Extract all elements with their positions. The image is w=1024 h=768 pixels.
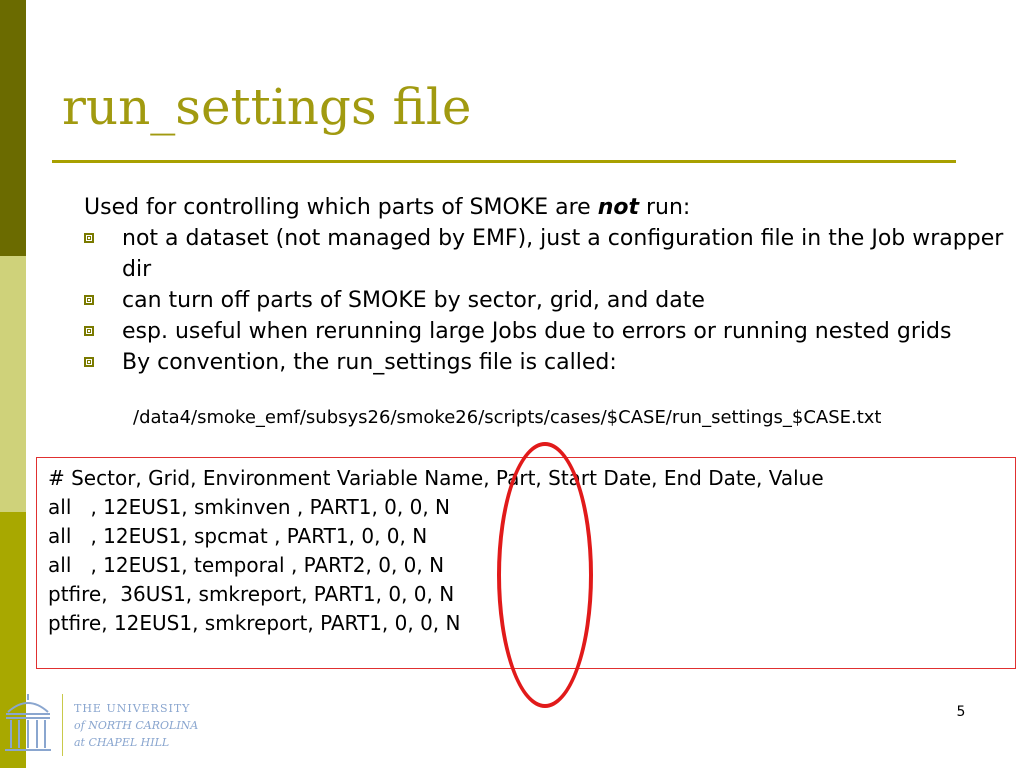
bullet-text: By convention, the run_settings file is called: — [122, 350, 617, 375]
square-bullet-icon — [84, 357, 94, 367]
bullet-text: not a dataset (not managed by EMF), just a configuration file in the Job wrapper dir — [122, 226, 1004, 282]
code-line: ptfire, 12EUS1, smkreport, PART1, 0, 0, N — [48, 611, 461, 635]
square-bullet-icon — [84, 326, 94, 336]
bullet-item — [84, 223, 1004, 285]
bullet-item — [84, 347, 1004, 378]
intro-text-after: run: — [639, 195, 691, 220]
bullet-text: can turn off parts of SMOKE by sector, grid, and date — [122, 288, 705, 313]
title-divider — [52, 160, 956, 163]
code-line: all , 12EUS1, temporal , PART2, 0, 0, N — [48, 553, 445, 577]
run-settings-example-box — [36, 457, 1016, 669]
bullet-item — [84, 285, 1004, 316]
code-line: all , 12EUS1, spcmat , PART1, 0, 0, N — [48, 524, 428, 548]
square-bullet-icon — [84, 233, 94, 243]
side-band-top — [0, 0, 26, 256]
intro-text-before: Used for controlling which parts of SMOKE are — [84, 195, 598, 220]
page-number: 5 — [956, 704, 966, 720]
wordmark-line-2: of NORTH CAROLINA — [74, 719, 199, 732]
university-wordmark — [74, 700, 198, 751]
slide-body — [84, 192, 1004, 378]
intro-emphasis: not — [597, 195, 639, 220]
bullet-item — [84, 316, 1004, 347]
intro-line — [84, 192, 1004, 223]
square-bullet-icon — [84, 295, 94, 305]
wordmark-line-3: at CHAPEL HILL — [74, 736, 170, 749]
bullet-list — [84, 223, 1004, 378]
code-line: all , 12EUS1, smkinven , PART1, 0, 0, N — [48, 495, 451, 519]
slide-title: run_settings file — [62, 78, 472, 136]
bullet-text: esp. useful when rerunning large Jobs due to errors or running nested grids — [122, 319, 952, 344]
logo-divider — [62, 694, 63, 756]
code-line-header: # Sector, Grid, Environment Variable Name, Part, Start Date, End Date, Value — [48, 466, 824, 490]
wordmark-line-1: THE UNIVERSITY — [74, 702, 191, 715]
old-well-seal-icon — [2, 690, 54, 756]
side-band-middle — [0, 256, 26, 512]
file-path: /data4/smoke_emf/subsys26/smoke26/scripts/cases/$CASE/run_settings_$CASE.txt — [133, 407, 882, 428]
code-lines — [48, 464, 824, 638]
code-line: ptfire, 36US1, smkreport, PART1, 0, 0, N — [48, 582, 455, 606]
